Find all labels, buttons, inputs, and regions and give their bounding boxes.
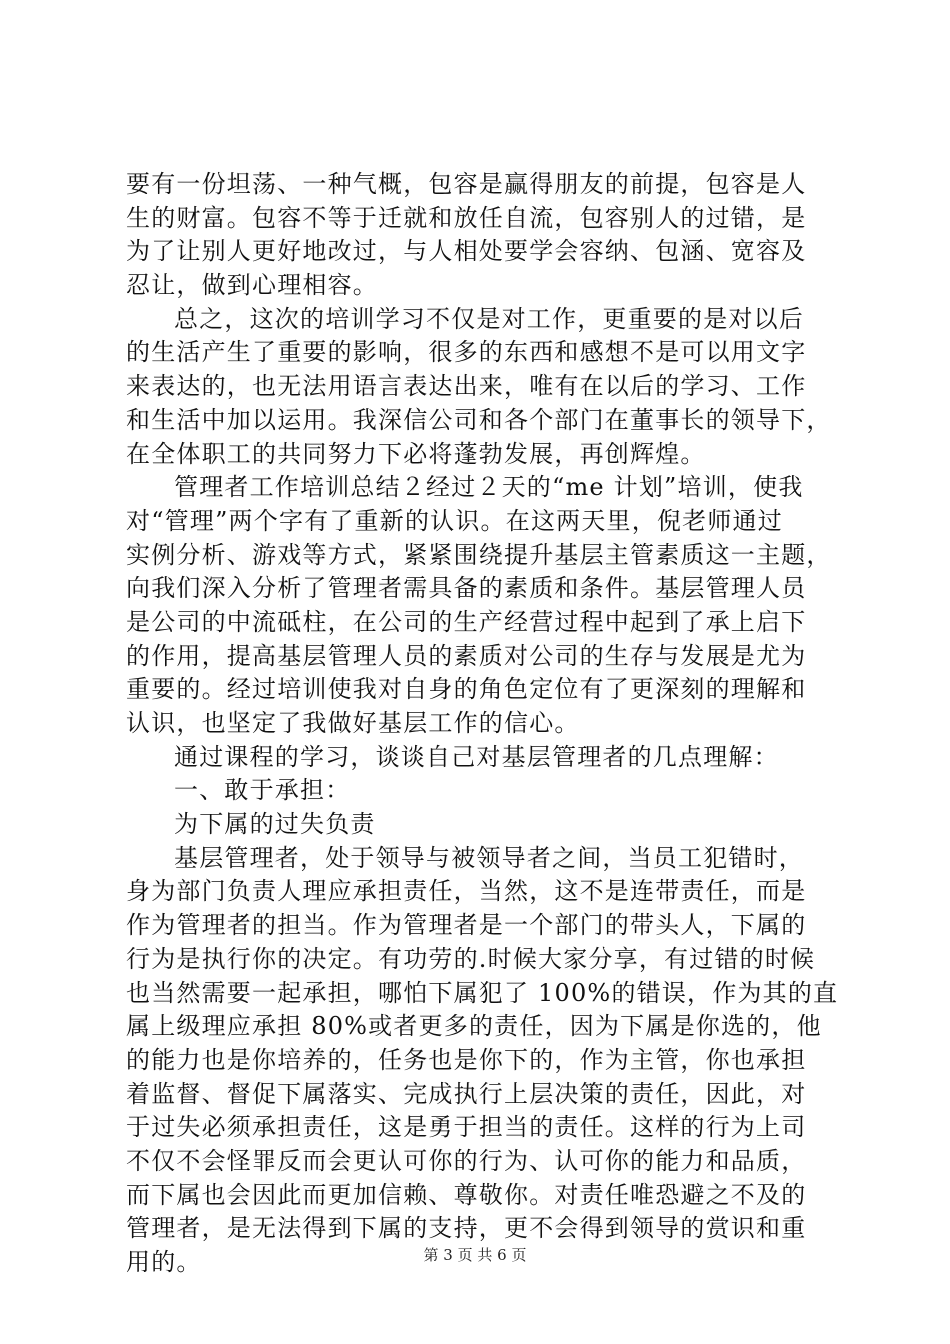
text-line: 着监督、督促下属落实、完成执行上层决策的责任，因此，对 xyxy=(126,1079,807,1108)
text-line: 的能力也是你培养的，任务也是你下的，作为主管，你也承担 xyxy=(126,1045,807,1074)
text-line: 是公司的中流砥柱，在公司的生产经营过程中起到了承上启下 xyxy=(126,607,807,636)
text-line: 而下属也会因此而更加信赖、尊敬你。对责任唯恐避之不及的 xyxy=(126,1180,807,1209)
text-line: 作为管理者的担当。作为管理者是一个部门的带头人，下属的 xyxy=(126,911,807,940)
text-line: 行为是执行你的决定。有功劳的.时候大家分享，有过错的时候 xyxy=(126,944,816,973)
document-body xyxy=(126,168,842,1280)
text-line: 来表达的，也无法用语言表达出来，唯有在以后的学习、工作 xyxy=(126,372,807,401)
text-line: 认识，也坚定了我做好基层工作的信心。 xyxy=(126,709,580,737)
text-line: 用的。 xyxy=(126,1248,202,1276)
text-line: 也当然需要一起承担，哪怕下属犯了 100%的错误，作为其的直 xyxy=(126,978,839,1007)
text-line: 的生活产生了重要的影响，很多的东西和感想不是可以用文字 xyxy=(126,338,807,367)
text-line: 不仅不会怪罪反而会更认可你的行为、认可你的能力和品质， xyxy=(126,1146,807,1175)
text-line: 总之，这次的培训学习不仅是对工作，更重要的是对以后 xyxy=(174,304,804,333)
text-line: 管理者工作培训总结２经过２天的“me 计划”培训，使我 xyxy=(174,473,804,502)
text-line: 和生活中加以运用。我深信公司和各个部门在董事长的领导下， xyxy=(126,405,832,434)
text-line: 通过课程的学习，谈谈自己对基层管理者的几点理解： xyxy=(174,742,779,771)
text-line: 为下属的过失负责 xyxy=(174,810,376,839)
text-line: 一、敢于承担： xyxy=(174,776,351,805)
text-line: 身为部门负责人理应承担责任，当然，这不是连带责任，而是 xyxy=(126,877,807,906)
text-line: 在全体职工的共同努力下必将蓬勃发展，再创辉煌。 xyxy=(126,439,706,468)
text-line: 忍让，做到心理相容。 xyxy=(126,271,378,300)
text-line: 向我们深入分析了管理者需具备的素质和条件。基层管理人员 xyxy=(126,574,807,603)
text-line: 实例分析、游戏等方式，紧紧围绕提升基层主管素质这一主题， xyxy=(126,540,832,569)
text-line: 管理者，是无法得到下属的支持，更不会得到领导的赏识和重 xyxy=(126,1214,807,1243)
text-line: 生的财富。包容不等于迁就和放任自流，包容别人的过错，是 xyxy=(126,203,807,232)
text-line: 属上级理应承担 80%或者更多的责任，因为下属是你选的，他 xyxy=(126,1012,822,1041)
text-line: 重要的。经过培训使我对自身的角色定位有了更深刻的理解和 xyxy=(126,675,807,704)
text-line: 基层管理者，处于领导与被领导者之间，当员工犯错时， xyxy=(174,843,804,872)
text-line: 的作用，提高基层管理人员的素质对公司的生存与发展是尤为 xyxy=(126,641,807,670)
text-line: 要有一份坦荡、一种气概，包容是赢得朋友的前提，包容是人 xyxy=(126,170,807,198)
text-line: 于过失必须承担责任，这是勇于担当的责任。这样的行为上司 xyxy=(126,1113,807,1142)
text-line: 为了让别人更好地改过，与人相处要学会容纳、包涵、宽容及 xyxy=(126,237,807,266)
text-line: 对“管理”两个字有了重新的认识。在这两天里，倪老师通过 xyxy=(126,506,783,535)
page-footer: 第 3 页 共 6 页 xyxy=(423,1246,527,1264)
